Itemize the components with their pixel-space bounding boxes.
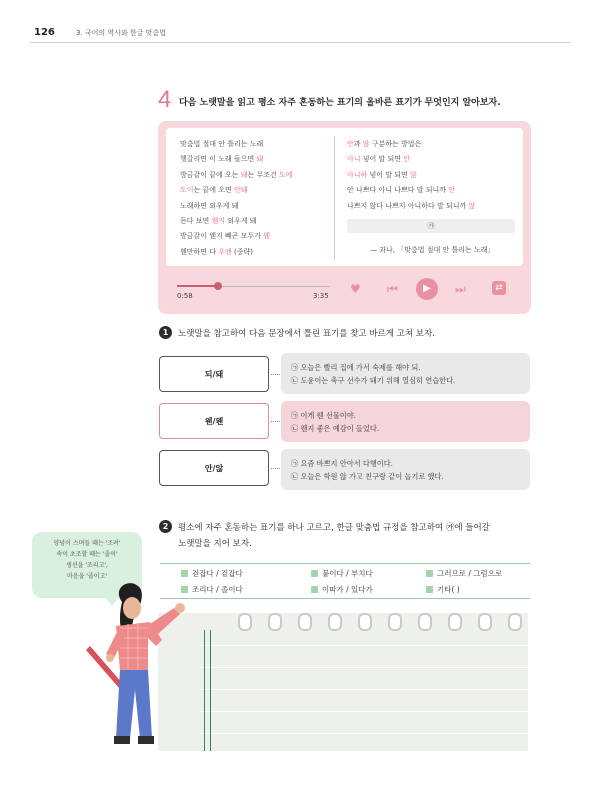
highlighted-word: 웬지: [211, 217, 226, 226]
ring-icon: [358, 613, 372, 631]
option-item[interactable]: 이따가 / 있다가: [311, 584, 373, 595]
play-button[interactable]: [416, 278, 438, 300]
lyric-line: [347, 199, 475, 214]
notepad-line: [200, 711, 528, 712]
ring-icon: [508, 613, 522, 631]
progress-fill: [177, 285, 218, 287]
option-item[interactable]: 그러므로 / 그럼으로: [426, 568, 502, 579]
sentence-line: ㉠ 이게 웬 선물이야.: [291, 411, 356, 420]
lyric-text: 넣어 말 되면: [367, 170, 411, 179]
checkbox-icon[interactable]: [426, 586, 433, 593]
highlighted-word: 안돼: [234, 186, 248, 195]
repeat-icon[interactable]: ⇄: [492, 281, 506, 295]
play-icon: ▶: [423, 283, 431, 294]
highlighted-word: 웬: [263, 232, 271, 241]
lyric-line: [180, 183, 293, 198]
hint-line: 생선을 '조리고',: [66, 562, 108, 569]
step-badge-2: 2: [159, 520, 172, 533]
highlighted-word: 아니: [347, 155, 361, 164]
highlighted-word: 우엔: [218, 247, 232, 256]
lyrics-source: — 과나, 「맞춤법 절대 안 틀리는 노래」: [370, 246, 495, 254]
activity2-instruction-line2: 노랫말을 지어 보자.: [178, 539, 252, 549]
lyric-text: 맞춤법 절대 안 틀리는 노래: [180, 140, 264, 148]
term-box-1: 되/돼: [159, 356, 269, 392]
term-box-3: 안/않: [159, 450, 269, 486]
lyric-line: [347, 137, 475, 152]
lyric-line: [180, 152, 293, 167]
lyric-text: 과: [353, 140, 363, 148]
lyric-text: 방금같이 웬지 빼곤 모두가: [180, 232, 264, 241]
total-time: 3:35: [313, 292, 329, 300]
hint-line: 마음을 '졸이고': [67, 573, 107, 580]
checkbox-icon[interactable]: [311, 570, 318, 577]
lyric-text: 넣어 말 되면: [360, 155, 404, 164]
highlighted-word: 않: [468, 201, 476, 210]
heart-icon[interactable]: ♥: [350, 282, 361, 296]
notepad-margin-line: [210, 630, 211, 751]
ring-icon: [268, 613, 282, 631]
ring-icon: [418, 613, 432, 631]
sentence-line: ㉡ 도윤이는 축구 선수가 돼기 위해 열심히 연습한다.: [291, 376, 456, 385]
lyric-line: [180, 245, 293, 260]
activity1-instruction: 노랫말을 참고하여 다음 문장에서 틀린 표기를 찾고 바르게 고쳐 보자.: [178, 329, 435, 339]
term-box-2: 웬/왠: [159, 403, 269, 439]
sentence-line: ㉠ 오늘은 빨리 집에 가서 숙제를 해야 되.: [291, 363, 421, 372]
highlighted-word: 않: [362, 140, 370, 148]
notepad-line: [200, 733, 528, 734]
blank-lyric-slot: ㉮: [347, 219, 515, 233]
highlighted-word: 돼: [240, 170, 248, 179]
lyrics-left-column: [180, 137, 293, 260]
notepad-line: [200, 689, 528, 690]
chapter-title: 3. 국어의 역사와 한글 맞춤법: [76, 29, 166, 37]
sentence-line: ㉠ 요즘 바쁘지 안아서 다행이다.: [291, 459, 393, 468]
lyric-text: 외우게 돼: [225, 217, 257, 226]
option-item[interactable]: 붙이다 / 부치다: [311, 568, 373, 579]
next-icon[interactable]: ⏭: [455, 282, 466, 296]
lyric-text: 구분하는 방법은: [369, 140, 422, 148]
ring-icon: [388, 613, 402, 631]
highlighted-word: 안: [347, 140, 354, 148]
lyric-line: [347, 183, 475, 198]
highlighted-word: 도이: [180, 186, 194, 195]
sentence-box-2: [281, 401, 530, 442]
lyric-line: [180, 229, 293, 244]
highlighted-word: 아니하: [347, 170, 368, 179]
ring-icon: [328, 613, 342, 631]
highlighted-word: 돼: [256, 155, 264, 164]
notepad-line: [200, 645, 528, 646]
sentence-box-3: [281, 449, 530, 490]
step-badge-1: 1: [159, 326, 172, 339]
lyric-text: 듣다 보면: [180, 217, 212, 226]
activity2-instruction-line1: 평소에 자주 혼동하는 표기를 하나 고르고, 한글 맞춤법 규정을 참고하여 ㉮에 들어갈: [178, 523, 490, 533]
previous-icon[interactable]: ⏮: [387, 282, 398, 296]
lyric-text: 방금같이 끝에 오는: [180, 170, 241, 179]
option-item[interactable]: 걷잡다 / 겉잡다: [181, 568, 243, 579]
lyric-text: 노래하면 외우게 돼: [180, 201, 239, 210]
ring-icon: [478, 613, 492, 631]
checkbox-icon[interactable]: [311, 586, 318, 593]
sentence-line: ㉡ 웬지 좋은 예감이 들었다.: [291, 424, 380, 433]
checkbox-icon[interactable]: [426, 570, 433, 577]
lyrics-divider: [334, 136, 335, 260]
progress-knob[interactable]: [214, 282, 222, 290]
header-divider: [30, 42, 571, 43]
lyric-text: 는 무조건: [247, 170, 280, 179]
lyric-text: 헷갈리면 이 노래 들으면: [180, 155, 257, 164]
lyric-text: 는 끝에 오면: [193, 186, 235, 195]
lyric-line: [180, 199, 293, 214]
sentence-line: ㉡ 오늘은 학원 않 가고 친구랑 같이 놀기로 했다.: [291, 472, 444, 481]
question-number: 4: [158, 86, 172, 113]
page-number: 126: [34, 27, 55, 38]
lyric-line: [180, 168, 293, 183]
sentence-box-1: [281, 353, 530, 394]
lyric-line: [347, 168, 475, 183]
current-time: 0:58: [177, 292, 193, 300]
lyric-line: [180, 137, 293, 152]
notepad-line: [200, 667, 528, 668]
hint-line: 양념이 스며들 때는 '조려': [53, 540, 121, 547]
option-item[interactable]: 조리다 / 졸이다: [181, 584, 243, 595]
option-item[interactable]: 기타( ): [426, 584, 460, 595]
lyric-text: (중략): [231, 247, 254, 256]
ring-icon: [448, 613, 462, 631]
lyric-text: 나쁘지 않다 나쁘지 아니하다 말 되니까: [347, 201, 469, 210]
lyric-text: 안 나쁘다 아니 나쁘다 말 되니까: [347, 186, 449, 195]
highlighted-word: 안: [448, 186, 456, 195]
lyric-line: [180, 214, 293, 229]
lyrics-right-column: [347, 137, 475, 214]
highlighted-word: 안: [403, 155, 411, 164]
ring-icon: [298, 613, 312, 631]
ring-icon: [238, 613, 252, 631]
writing-notepad[interactable]: [158, 613, 528, 751]
highlighted-word: 않: [410, 170, 417, 179]
question-title: 다음 노랫말을 읽고 평소 자주 혼동하는 표기의 올바른 표기가 무엇인지 알아보자.: [179, 98, 501, 108]
checkbox-icon[interactable]: [181, 570, 188, 577]
hint-line: 속이 초조할 때는 '졸이': [56, 551, 118, 558]
lyric-line: [347, 152, 475, 167]
lyric-text: 웬만하면 다: [180, 247, 219, 256]
highlighted-word: 도에: [279, 170, 293, 179]
girl-with-pencil-illustration: [70, 578, 210, 758]
